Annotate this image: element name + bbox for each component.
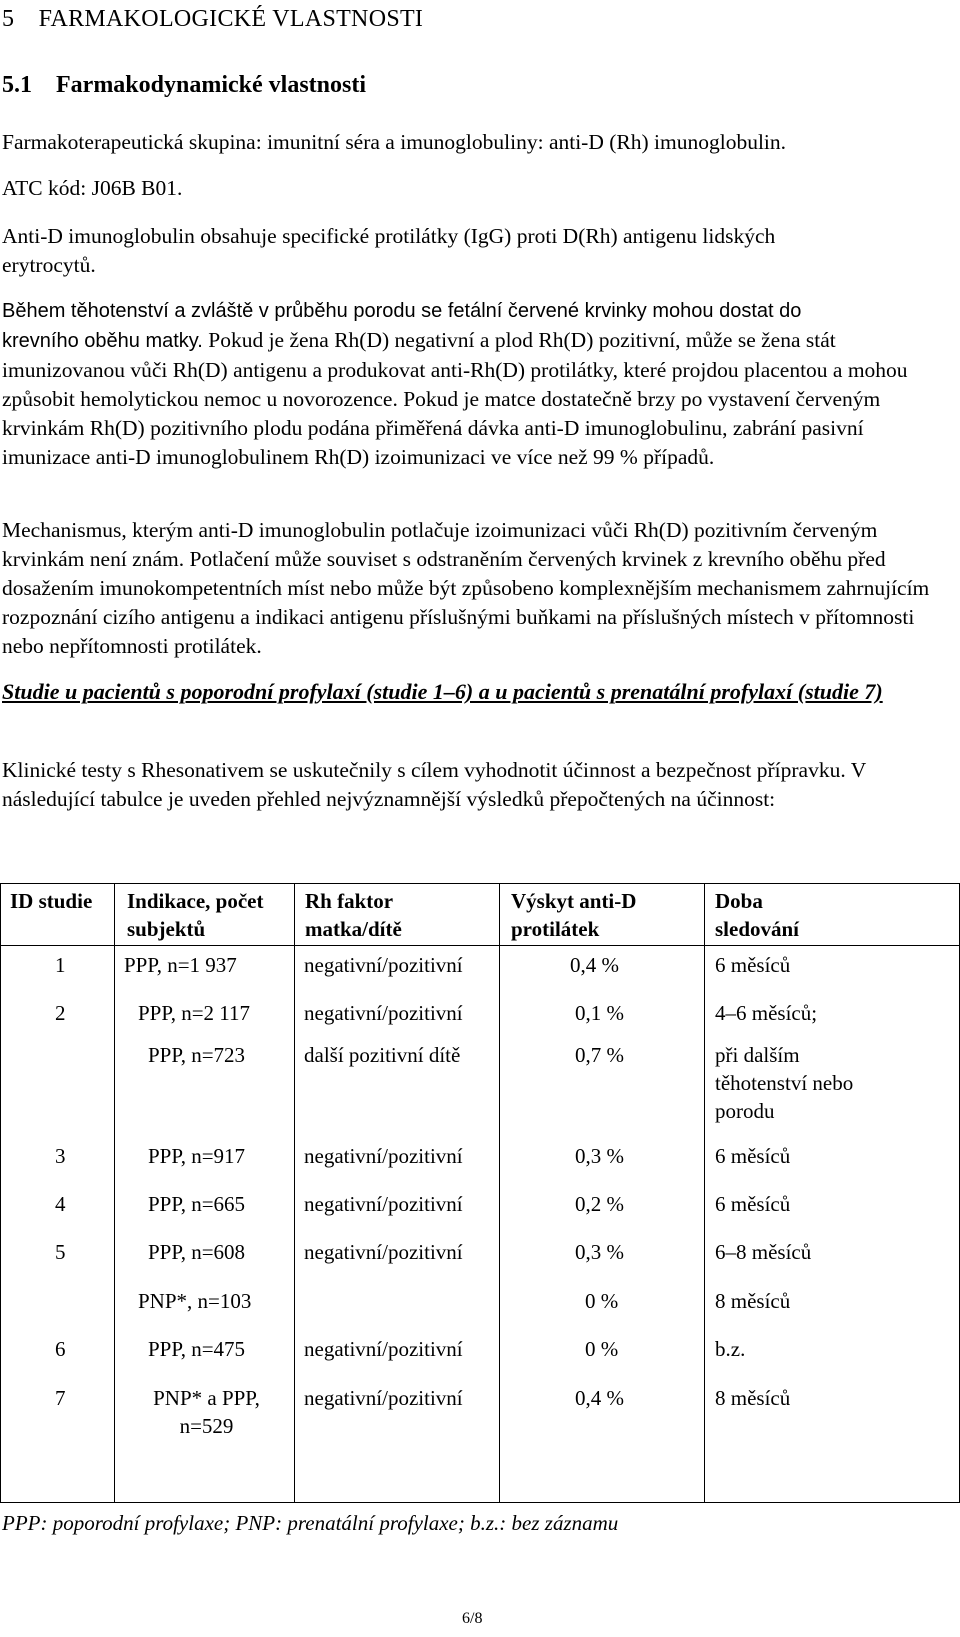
table-footnote: PPP: poporodní profylaxe; PNP: prenatální profylaxe; b.z.: bez záznamu xyxy=(2,1511,619,1535)
mechanism-paragraph: Mechanismus, kterým anti-D imunoglobulin potlačuje izoimunizaci vůči Rh(D) pozitivním červeným krvinkám není znám. Potlačení může souviset s odstraněním červených krvinek z krevního oběhu před dosažením imunokompetentních míst nebo může být způsobeno komplexnějším mechanismem zahrnujícím rozpoznání cizího antigenu a indikaci antigenu příslušnými buňkami na příslušných místech v přítomnosti nebo nepřítomnosti protilátek. xyxy=(2,518,930,658)
table-row-7-followup: 8 měsíců xyxy=(715,1386,791,1410)
header-followup: Doba sledování xyxy=(715,889,800,941)
table-row-5-incidence: 0,3 % xyxy=(575,1240,624,1264)
table-row-1-rh: negativní/pozitivní xyxy=(304,953,463,977)
table-row-2-incidence: 0,1 % xyxy=(575,1001,624,1025)
anti-d-paragraph-line1: Anti-D imunoglobulin obsahuje specifické protilátky (IgG) proti D(Rh) antigenu lidských xyxy=(2,224,776,248)
table-row-5-indication: PPP, n=608 xyxy=(148,1240,246,1264)
results-table xyxy=(0,883,960,1503)
table-row-4-rh: negativní/pozitivní xyxy=(304,1192,463,1216)
table-row-1-incidence: 0,4 % xyxy=(570,953,619,977)
header-indication: Indikace, počet subjektů xyxy=(127,889,264,941)
clinical-tests-paragraph: Klinické testy s Rhesonativem se uskutečnily s cílem vyhodnotit účinnost a bezpečnost přípravku. V následující tabulce je uveden přehled nejvýznamnější výsledků přepočtených na účinnost: xyxy=(2,758,866,811)
table-row-6-id: 6 xyxy=(55,1337,66,1361)
table-row-3-id: 3 xyxy=(55,1144,66,1168)
table-row-2-followup: 4–6 měsíců; xyxy=(715,1001,818,1025)
table-row-6-rh: negativní/pozitivní xyxy=(304,1337,463,1361)
pregnancy-paragraph-line2: krevního oběhu matky. xyxy=(2,330,203,352)
page-number: 6/8 xyxy=(462,1610,483,1627)
table-row-7-id: 7 xyxy=(55,1386,66,1410)
table-row-7-incidence: 0,4 % xyxy=(575,1386,624,1410)
atc-code: ATC kód: J06B B01. xyxy=(2,176,183,200)
table-row-1-id: 1 xyxy=(55,953,66,977)
pharmacotherapeutic-group: Farmakoterapeutická skupina: imunitní séra a imunoglobuliny: anti-D (Rh) imunoglobulin. xyxy=(2,130,787,154)
table-row-5-followup-b: 8 měsíců xyxy=(715,1289,791,1313)
header-incidence: Výskyt anti-D protilátek xyxy=(511,889,637,941)
table-row-1-indication: PPP, n=1 937 xyxy=(124,953,237,977)
table-row-3-indication: PPP, n=917 xyxy=(148,1144,246,1168)
table-row-4-followup: 6 měsíců xyxy=(715,1192,791,1216)
table-row-3-rh: negativní/pozitivní xyxy=(304,1144,463,1168)
table-row-6-followup: b.z. xyxy=(715,1337,746,1361)
pregnancy-paragraph xyxy=(2,326,942,472)
table-row-7-rh: negativní/pozitivní xyxy=(304,1386,463,1410)
table-row-2-incidence-b: 0,7 % xyxy=(575,1043,624,1067)
header-rh-factor: Rh faktor matka/dítě xyxy=(305,889,402,941)
table-col-divider-2 xyxy=(294,883,295,1503)
table-row-2-followup-b: při dalším těhotenství nebo porodu xyxy=(715,1043,854,1123)
anti-d-paragraph-line2: erytrocytů. xyxy=(2,253,96,277)
table-row-5-rh: negativní/pozitivní xyxy=(304,1240,463,1264)
study-heading: Studie u pacientů s poporodní profylaxí (studie 1–6) a u pacientů s prenatální profylaxí (studie 7) xyxy=(2,679,883,704)
table-col-divider-4 xyxy=(704,883,705,1503)
table-row-2-rh: negativní/pozitivní xyxy=(304,1001,463,1025)
table-row-7-indication: PNP* a PPP, n=529 xyxy=(153,1386,260,1438)
table-border-bottom xyxy=(0,1502,960,1503)
section-heading: 5 FARMAKOLOGICKÉ VLASTNOSTI xyxy=(2,6,424,32)
table-row-5-id: 5 xyxy=(55,1240,66,1264)
table-row-6-indication: PPP, n=475 xyxy=(148,1337,246,1361)
table-row-5-indication-b: PNP*, n=103 xyxy=(138,1289,252,1313)
table-row-6-incidence: 0 % xyxy=(585,1337,619,1361)
table-row-2-rh-b: další pozitivní dítě xyxy=(304,1043,461,1067)
table-row-4-indication: PPP, n=665 xyxy=(148,1192,246,1216)
table-row-5-incidence-b: 0 % xyxy=(585,1289,619,1313)
table-col-divider-3 xyxy=(499,883,500,1503)
table-row-2-indication-b: PPP, n=723 xyxy=(148,1043,246,1067)
pregnancy-paragraph-rest: Pokud je žena Rh(D) negativní a plod Rh(D) pozitivní, může se žena stát imunizovanou vůči Rh(D) antigenu a produkovat anti-Rh(D) protilátky, které projdou placentou a mohou způsobit hemolytickou nemoc u novorozence. Pokud je matce dostatečně brzy po vystavení červeným krvinkám Rh(D) pozitivního plodu podána přiměřená dávka anti-D imunoglobulinu, zabrání pasivní imunizace anti-D imunoglobulinem Rh(D) izoimunizaci ve více než 99 % případů. xyxy=(2,328,908,469)
table-row-5-followup: 6–8 měsíců xyxy=(715,1240,812,1264)
table-row-2-id: 2 xyxy=(55,1001,66,1025)
header-id: ID studie xyxy=(10,889,93,913)
table-row-4-incidence: 0,2 % xyxy=(575,1192,624,1216)
pregnancy-paragraph-line1: Během těhotenství a zvláště v průběhu porodu se fetální červené krvinky mohou dostat do xyxy=(2,300,802,322)
table-header-bottom-border xyxy=(0,945,960,946)
table-row-3-incidence: 0,3 % xyxy=(575,1144,624,1168)
table-row-2-indication: PPP, n=2 117 xyxy=(138,1001,251,1025)
table-border-top xyxy=(0,883,960,884)
subsection-heading: 5.1 Farmakodynamické vlastnosti xyxy=(2,72,367,98)
table-row-4-id: 4 xyxy=(55,1192,66,1216)
table-border-left xyxy=(0,883,1,1503)
table-col-divider-1 xyxy=(114,883,115,1503)
table-row-3-followup: 6 měsíců xyxy=(715,1144,791,1168)
table-row-1-followup: 6 měsíců xyxy=(715,953,791,977)
